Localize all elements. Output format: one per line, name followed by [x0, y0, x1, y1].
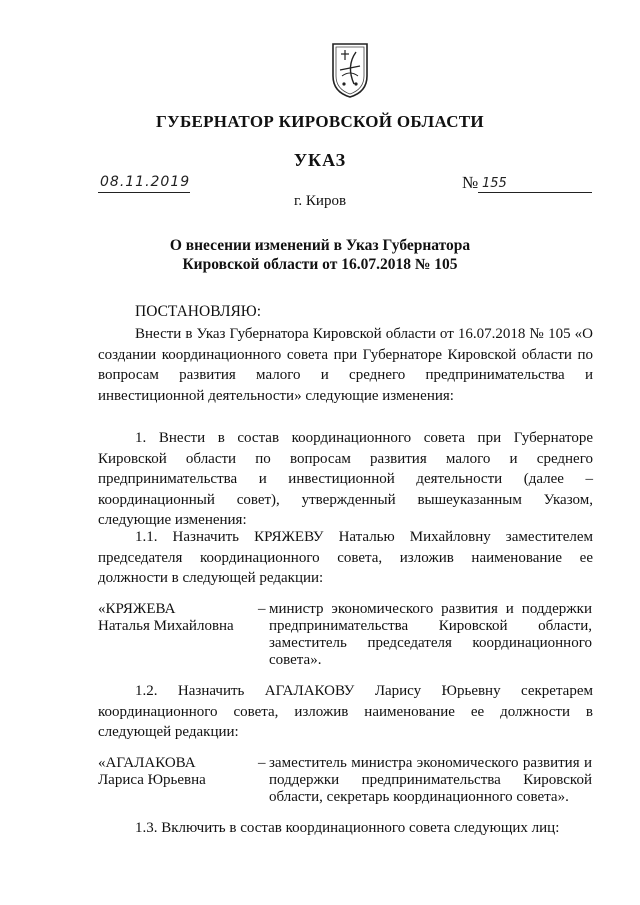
- intro-text: Внести в Указ Губернатора Кировской области от 16.07.2018 № 105 «О создании координационного совета при Губернаторе Кировской области по вопросам развития малого и среднего предпринимательства и инвестиционной деятельности» следующие изменения:: [98, 326, 593, 404]
- title-line-1: О внесении изменений в Указ Губернатора: [169, 237, 471, 254]
- document-number: 155: [482, 176, 507, 191]
- entry-1-name: [98, 601, 248, 635]
- document-date: 08.11.2019: [100, 174, 191, 190]
- issue-city: г. Киров: [293, 193, 347, 209]
- entry-1-position: министр экономического развития и поддержки предпринимательства Кировской области, заместитель председателя координационного совета».: [269, 601, 592, 668]
- number-label: №: [462, 173, 479, 192]
- entry-2-dash: –: [258, 755, 266, 771]
- item-1-1-text: 1.1. Назначить КРЯЖЕВУ Наталью Михайловну заместителем председателя координационного совета, изложив наименование ее должности в следующей редакции:: [98, 529, 593, 586]
- entry-2-position: заместитель министра экономического развития и поддержки предпринимательства Кировской области, секретарь координационного совета».: [269, 755, 592, 805]
- title-line-2: Кировской области от 16.07.2018 № 105: [182, 256, 458, 273]
- item-1-2-text: 1.2. Назначить АГАЛАКОВУ Ларису Юрьевну секретарем координационного совета, изложив наименование ее должности в следующей редакции:: [98, 683, 593, 740]
- entry-1-dash: –: [258, 601, 266, 617]
- paragraph-item-1-2: [98, 681, 593, 743]
- paragraph-intro: [98, 324, 593, 406]
- paragraph-item-1: [98, 428, 593, 531]
- member-entry-1: [98, 601, 593, 671]
- entry-1-surname: «КРЯЖЕВА: [98, 601, 176, 617]
- document-title: [0, 236, 640, 274]
- item-1-3-text: 1.3. Включить в состав координационного совета следующих лиц:: [135, 820, 560, 836]
- paragraph-item-1-1: [98, 527, 593, 589]
- issuing-authority: ГУБЕРНАТОР КИРОВСКОЙ ОБЛАСТИ: [156, 112, 484, 131]
- entry-2-given-name: Лариса Юрьевна: [98, 772, 206, 788]
- paragraph-item-1-3: [98, 818, 593, 839]
- member-entry-2: [98, 755, 593, 807]
- document-type: УКАЗ: [293, 150, 347, 170]
- entry-2-surname: «АГАЛАКОВА: [98, 755, 196, 771]
- coat-of-arms-emblem: [330, 40, 370, 100]
- entry-1-given-name: Наталья Михайловна: [98, 618, 234, 634]
- item-1-text: 1. Внести в состав координационного совета при Губернаторе Кировской области по вопросам развития малого и среднего предпринимательства и инвестиционной деятельности (далее – координационный совет), утвержденный вышеуказанным Указом, следующие изменения:: [98, 430, 593, 528]
- resolution-word: ПОСТАНОВЛЯЮ:: [135, 303, 262, 320]
- entry-2-name: [98, 755, 248, 789]
